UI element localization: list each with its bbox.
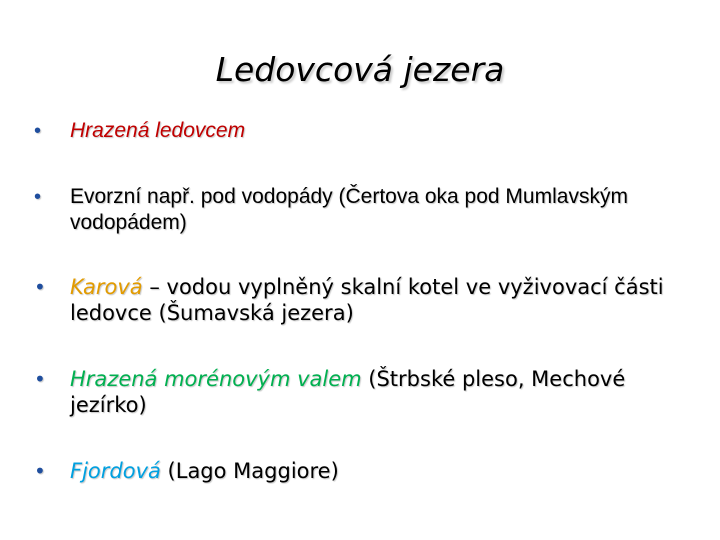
bullet-text: (Štrbské pleso, Mechové jezírko) — [70, 367, 626, 417]
bullet-list — [34, 118, 674, 484]
bullet-text: Evorzní např. pod vodopády (Čertova oka pod Mumlavským vodopádem) — [70, 185, 628, 234]
bullet-item-evorsion — [34, 184, 674, 236]
bullet-highlight: Hrazená morénovým valem — [70, 367, 362, 391]
bullet-text: (Lago Maggiore) — [160, 459, 339, 483]
bullet-highlight: Hrazená ledovcem — [70, 119, 246, 142]
bullet-item-moraine-dammed — [34, 366, 674, 418]
bullet-icon: • — [34, 186, 42, 208]
bullet-icon: • — [34, 275, 46, 299]
bullet-icon: • — [34, 120, 42, 142]
bullet-text: – vodou vyplněný skalní kotel ve vyživovací části ledovce (Šumavská jezera) — [70, 275, 664, 325]
bullet-icon: • — [34, 367, 46, 391]
slide-title: Ledovcová jezera — [215, 50, 505, 89]
bullet-highlight: Fjordová — [70, 459, 161, 483]
bullet-icon: • — [34, 459, 46, 483]
bullet-item-dammed-by-glacier — [34, 118, 674, 144]
bullet-item-fjord — [34, 458, 674, 484]
bullet-highlight: Karová — [70, 275, 143, 299]
bullet-item-cirque — [34, 274, 674, 326]
